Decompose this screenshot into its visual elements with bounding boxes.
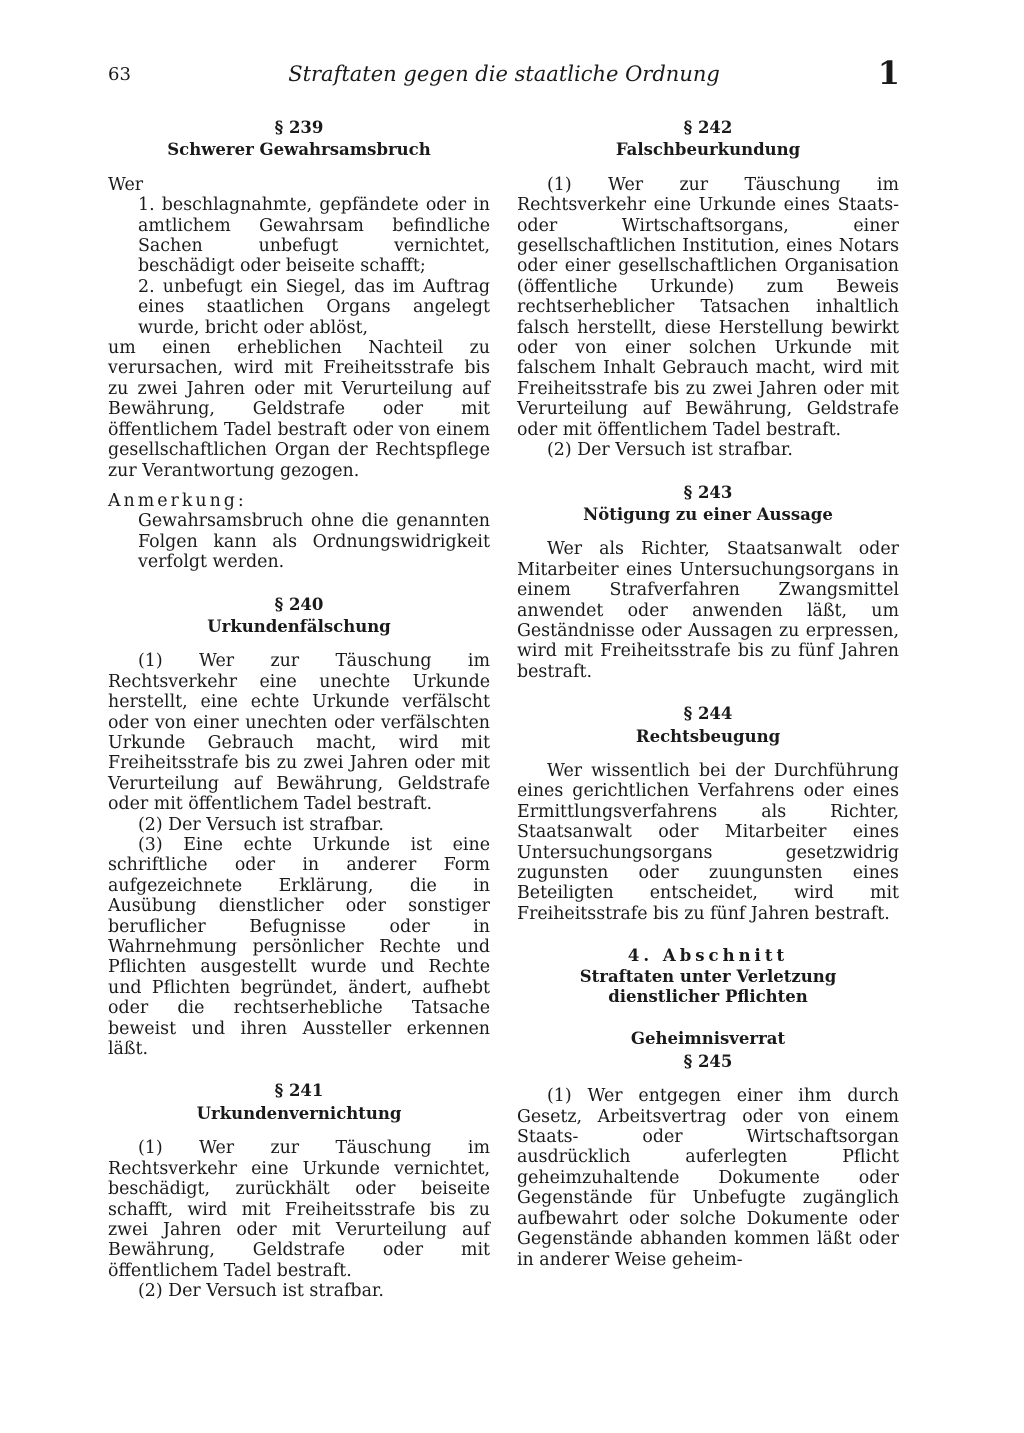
page-number: 63: [108, 64, 131, 85]
section-243: [517, 483, 899, 683]
section-number: § 242: [683, 118, 733, 137]
section-number: § 239: [274, 118, 324, 137]
running-title: Straftaten gegen die staatliche Ordnung: [288, 62, 720, 86]
section-240: [108, 595, 490, 1060]
paragraph: (2) Der Versuch ist strafbar.: [138, 1281, 384, 1302]
section-number: § 241: [274, 1081, 324, 1101]
paragraph: um einen erheblichen Nachteil zu verursachen, wird mit Freiheitsstrafe bis zu zwei Jahren oder mit Verurteilung auf Bewährung, Geldstrafe oder mit öffentlichem Tadel bestraft oder von einem gesellschaftlichen Organ der Rechtspflege zur Verantwortung gezogen.: [108, 338, 490, 481]
paragraph: Wer: [108, 174, 144, 195]
paragraph: (2) Der Versuch ist strafbar.: [138, 814, 384, 835]
abschnitt-heading: [517, 946, 899, 1007]
left-column: [108, 118, 490, 1302]
section-number: § 245: [683, 1051, 733, 1071]
section-title: Falschbeurkundung: [615, 140, 801, 160]
section-title: Geheimnisverrat: [630, 1029, 786, 1049]
paragraph: (1) Wer zur Täuschung im Rechtsverkehr eine Urkunde vernichtet, beschädigt, zurückhält oder beiseite schafft, wird mit Freiheitsstrafe bis zu zwei Jahren oder mit Verurteilung auf Bewährung, Geldstrafe oder mit öffentlichem Tadel bestraft.: [108, 1138, 490, 1281]
page-header: [108, 54, 900, 98]
section-title: Urkundenfälschung: [207, 616, 391, 636]
section-244: [517, 704, 899, 924]
right-column: [517, 118, 899, 1270]
list-item: 1. beschlagnahmte, gepfändete oder in amtlichem Gewahrsam befindliche Sachen unbefugt vernichtet, beschädigt oder beiseite schafft;: [138, 195, 490, 277]
chapter-number: 1: [877, 54, 900, 92]
section-title: Nötigung zu einer Aussage: [583, 504, 833, 524]
paragraph: (1) Wer zur Täuschung im Rechtsverkehr eine Urkunde eines Staats- oder Wirtschaftsorgans, einer gesellschaftlichen Institution, eines Notars oder einer gesellschaftlichen Organisation (öffentliche Urkunde) zum Beweis rechtserheblicher Tatsachen inhaltlich falsch herstellt, diese Herstellung bewirkt oder von einer solchen Urkunde mit falschem Inhalt Gebrauch macht, wird mit Freiheitsstrafe bis zu zwei Jahren oder mit Verurteilung auf Bewährung, Geldstrafe oder mit öffentlichem Tadel bestraft.: [517, 174, 899, 440]
section-242: [517, 118, 899, 461]
section-title: Schwerer Gewahrsamsbruch: [167, 140, 431, 160]
paragraph: Wer als Richter, Staatsanwalt oder Mitarbeiter eines Untersuchungsorgans in einem Strafverfahren Zwangsmittel anwendet oder anwenden läßt, um Geständnisse oder Aussagen zu erpressen, wird mit Freiheitsstrafe bis zu fünf Jahren bestraft.: [517, 539, 899, 682]
section-239: [108, 118, 490, 573]
paragraph: (1) Wer entgegen einer ihm durch Gesetz, Arbeitsvertrag oder von einem Staats- oder Wirtschaftsorgan ausdrücklich auferlegten Pflicht geheimzuhaltende Dokumente oder Gegenstände für Unbefugte zugänglich aufbewahrt oder solche Dokumente oder Gegenstände abhanden kommen läßt oder in anderer Weise geheim-: [517, 1086, 899, 1270]
paragraph: (2) Der Versuch ist strafbar.: [547, 440, 793, 461]
section-245: [517, 1029, 899, 1269]
section-title: Urkundenvernichtung: [196, 1103, 402, 1123]
abschnitt-label: 4. Abschnitt: [627, 946, 789, 966]
paragraph: (3) Eine echte Urkunde ist eine schriftliche oder in anderer Form aufgezeichnete Erklärung, die in Ausübung dienstlicher oder sonstiger beruflicher Befugnisse oder in Wahrnehmung persönlicher Rechte und Pflichten ausgestellt wurde und Rechte und Pflichten begründet, ändert, aufhebt oder die rechtserhebliche Tatsache beweist und ihren Aussteller erkennen läßt.: [108, 835, 490, 1060]
list-item: 2. unbefugt ein Siegel, das im Auftrag eines staatlichen Organs angelegt wurde, bricht oder ablöst,: [138, 276, 490, 338]
section-title: Rechtsbeugung: [635, 726, 781, 746]
section-number: § 244: [683, 704, 733, 724]
section-number: § 240: [274, 594, 324, 614]
paragraph: (1) Wer zur Täuschung im Rechtsverkehr eine unechte Urkunde herstellt, eine echte Urkunde verfälscht oder von einer unechten oder verfälschten Urkunde Gebrauch macht, wird mit Freiheitsstrafe bis zu zwei Jahren oder mit Verurteilung auf Bewährung, Geldstrafe oder mit öffentlichem Tadel bestraft.: [108, 651, 490, 815]
section-number: § 243: [683, 482, 733, 502]
abschnitt-title-line1: Straftaten unter Verletzung: [579, 966, 837, 986]
section-241: [108, 1081, 490, 1301]
note-label: Anmerkung:: [108, 490, 247, 511]
paragraph: Wer wissentlich bei der Durchführung eines gerichtlichen Verfahrens oder eines Ermittlungsverfahrens als Richter, Staatsanwalt oder Mitarbeiter eines Untersuchungsorgans gesetzwidrig zugunsten oder zuungunsten eines Beteiligten entscheidet, wird mit Freiheitsstrafe bis zu fünf Jahren bestraft.: [517, 760, 899, 924]
note-text: Gewahrsamsbruch ohne die genannten Folgen kann als Ordnungswidrigkeit verfolgt werden.: [138, 511, 490, 573]
abschnitt-title-line2: dienstlicher Pflichten: [608, 987, 808, 1007]
